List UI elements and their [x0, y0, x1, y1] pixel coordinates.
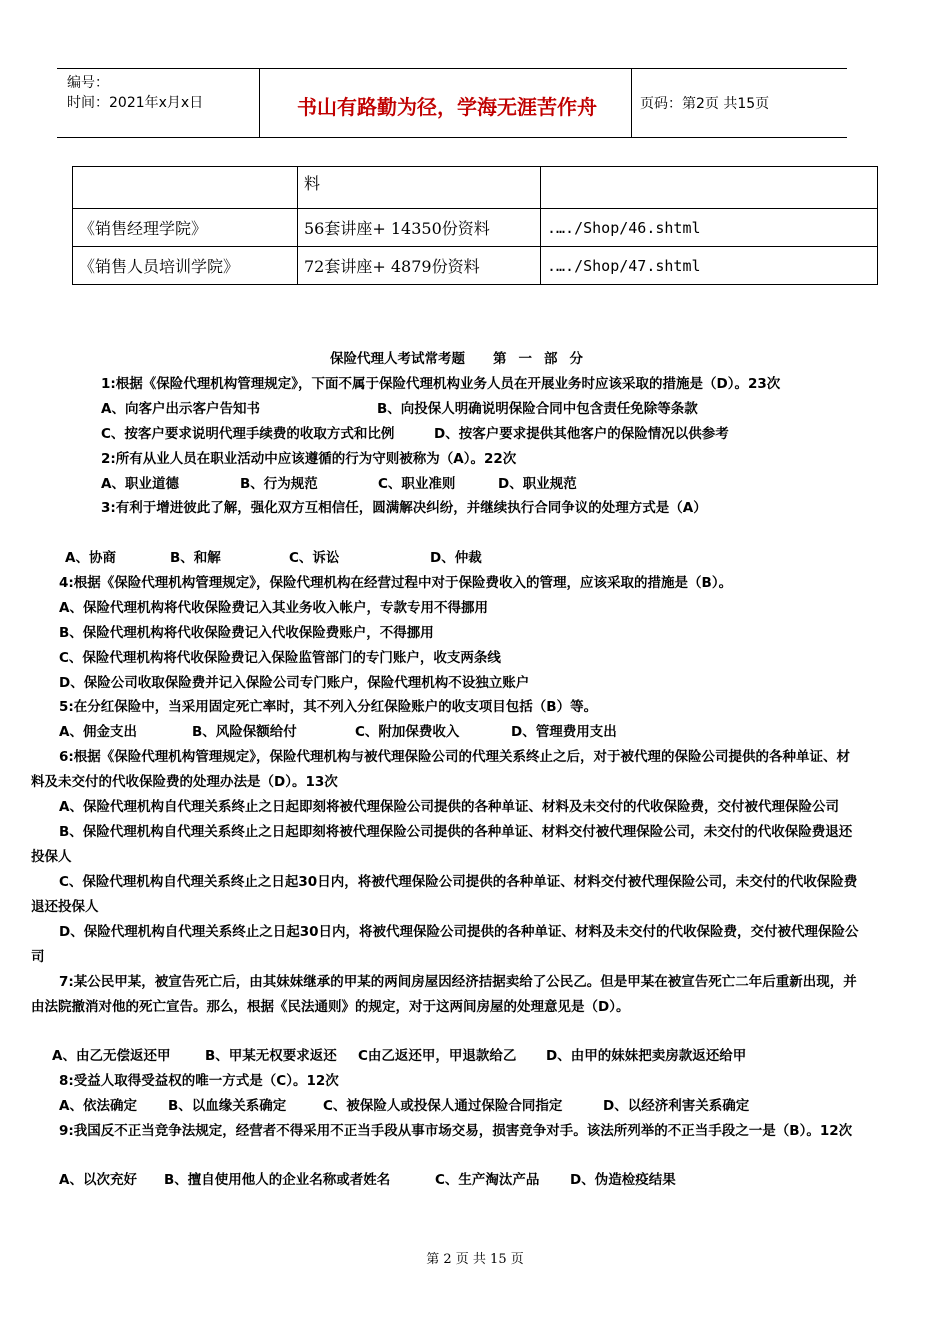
- option-d: D、职业规范: [498, 476, 577, 492]
- question-7-continued: 由法院撤消对他的死亡宣告。那么，根据《民法通则》的规定，对于这两间房屋的处理意见是（D）。: [31, 999, 630, 1015]
- option-b: B、保险代理机构将代收保险费记入代收保险费账户，不得挪用: [59, 625, 434, 641]
- exam-title: 保险代理人考试常考题: [330, 351, 465, 367]
- header-divider-right: [631, 69, 632, 137]
- option-a: A、向客户出示客户告知书: [101, 401, 260, 417]
- option-c: C、被保险人或投保人通过保险合同指定: [323, 1098, 563, 1114]
- option-d: D、按客户要求提供其他客户的保险情况以供参考: [434, 426, 729, 442]
- option-c: C、保险代理机构将代收保险费记入保险监管部门的专门账户，收支两条线: [59, 650, 501, 666]
- question-2: 2:所有从业人员在职业活动中应该遵循的行为守则被称为（A）。22次: [101, 451, 517, 467]
- table-row: [73, 167, 878, 209]
- question-9: 9:我国反不正当竞争法规定，经营者不得采用不正当手段从事市场交易，损害竞争对手。该法所列举的不正当手段之一是（B）。12次: [59, 1123, 853, 1139]
- option-c: C、职业准则: [378, 476, 456, 492]
- option-c: C、诉讼: [289, 550, 340, 566]
- time-label: 时间：2021年x月x日: [67, 95, 204, 111]
- option-a: A、职业道德: [101, 476, 179, 492]
- option-d: D、仲裁: [430, 550, 482, 566]
- option-a: A、以次充好: [59, 1172, 137, 1188]
- option-d: D、由甲的妹妹把卖房款返还给甲: [546, 1048, 747, 1064]
- table-cell-link: [541, 167, 878, 209]
- document-header: [57, 68, 847, 138]
- option-b: B、行为规范: [240, 476, 318, 492]
- option-b: B、甲某无权要求返还: [205, 1048, 337, 1064]
- option-b: B、保险代理机构自代理关系终止之日起即刻将被代理保险公司提供的各种单证、材料交付被代理保险公司，未交付的代收保险费退还: [59, 824, 853, 840]
- option-b: B、向投保人明确说明保险合同中包含责任免除等条款: [377, 401, 698, 417]
- question-3: 3:有利于增进彼此了解，强化双方互相信任，圆满解决纠纷，并继续执行合同争议的处理方式是（A）: [101, 500, 707, 516]
- option-d: D、保险代理机构自代理关系终止之日起30日内，将被代理保险公司提供的各种单证、材料及未交付的代收保险费，交付被代理保险公: [59, 924, 859, 940]
- option-c: C、按客户要求说明代理手续费的收取方式和比例: [101, 426, 395, 442]
- option-c: C、附加保费收入: [355, 724, 460, 740]
- option-c: C由乙返还甲，甲退款给乙: [358, 1048, 517, 1064]
- question-5: 5:在分红保险中，当采用固定死亡率时，其不列入分红保险账户的收支项目包括（B）等。: [59, 699, 598, 715]
- exam-part: 第一部分: [493, 351, 595, 367]
- option-a: A、协商: [65, 550, 116, 566]
- option-d: D、保险公司收取保险费并记入保险公司专门账户，保险代理机构不设独立账户: [59, 675, 530, 691]
- table-row: [73, 247, 878, 285]
- option-b: B、以血缘关系确定: [168, 1098, 287, 1114]
- question-4: 4:根据《保险代理机构管理规定》，保险代理机构在经营过程中对于保险费收入的管理，应该采取的措施是（B）。: [59, 575, 733, 591]
- header-motto: 书山有路勤为径，学海无涯苦作舟: [297, 95, 597, 119]
- question-6: 6:根据《保险代理机构管理规定》，保险代理机构与被代理保险公司的代理关系终止之后，对于被代理的保险公司提供的各种单证、材: [59, 749, 851, 765]
- table-cell-name: [73, 167, 298, 209]
- option-d: D、伪造检疫结果: [570, 1172, 676, 1188]
- table-cell-content: 72套讲座+ 4879份资料: [298, 247, 541, 285]
- exam-title-line: [330, 349, 595, 369]
- table-cell-name: 《销售经理学院》: [73, 209, 298, 247]
- header-meta: [67, 73, 203, 113]
- question-1: 1:根据《保险代理机构管理规定》，下面不属于保险代理机构业务人员在开展业务时应该采取的措施是（D）。23次: [101, 376, 781, 392]
- question-7: 7:某公民甲某，被宣告死亡后，由其妹妹继承的甲某的两间房屋因经济拮据卖给了公民乙。但是甲某在被宣告死亡二年后重新出现，并: [59, 974, 857, 990]
- header-page-info: 页码：第2页 共15页: [640, 96, 770, 112]
- option-c: C、保险代理机构自代理关系终止之日起30日内，将被代理保险公司提供的各种单证、材料交付被代理保险公司，未交付的代收保险费: [59, 874, 858, 890]
- option-b: B、擅自使用他人的企业名称或者姓名: [164, 1172, 391, 1188]
- option-c-continued: 退还投保人: [31, 899, 99, 915]
- number-label: 编号：: [67, 75, 109, 91]
- table-row: [73, 209, 878, 247]
- resource-table: [72, 166, 878, 285]
- option-a: A、佣金支出: [59, 724, 137, 740]
- option-b-continued: 投保人: [31, 849, 72, 865]
- option-a: A、保险代理机构将代收保险费记入其业务收入帐户，专款专用不得挪用: [59, 600, 488, 616]
- table-cell-link[interactable]: .…./Shop/47.shtml: [541, 247, 878, 285]
- table-cell-content: 料: [298, 167, 541, 209]
- table-cell-name: 《销售人员培训学院》: [73, 247, 298, 285]
- table-cell-content: 56套讲座+ 14350份资料: [298, 209, 541, 247]
- page-footer: 第 2 页 共 15 页: [426, 1252, 524, 1267]
- option-d: D、管理费用支出: [511, 724, 617, 740]
- option-c: C、生产淘汰产品: [435, 1172, 540, 1188]
- option-a: A、依法确定: [59, 1098, 137, 1114]
- question-6-continued: 料及未交付的代收保险费的处理办法是（D）。13次: [31, 774, 338, 790]
- option-d: D、以经济利害关系确定: [603, 1098, 750, 1114]
- option-a: A、保险代理机构自代理关系终止之日起即刻将被代理保险公司提供的各种单证、材料及未交付的代收保险费，交付被代理保险公司: [59, 799, 839, 815]
- table-cell-link[interactable]: .…./Shop/46.shtml: [541, 209, 878, 247]
- option-a: A、由乙无偿返还甲: [52, 1048, 171, 1064]
- question-8: 8:受益人取得受益权的唯一方式是（C）。12次: [59, 1073, 339, 1089]
- option-d-continued: 司: [31, 949, 45, 965]
- option-b: B、和解: [170, 550, 221, 566]
- header-divider-left: [259, 69, 260, 137]
- option-b: B、风险保额给付: [192, 724, 297, 740]
